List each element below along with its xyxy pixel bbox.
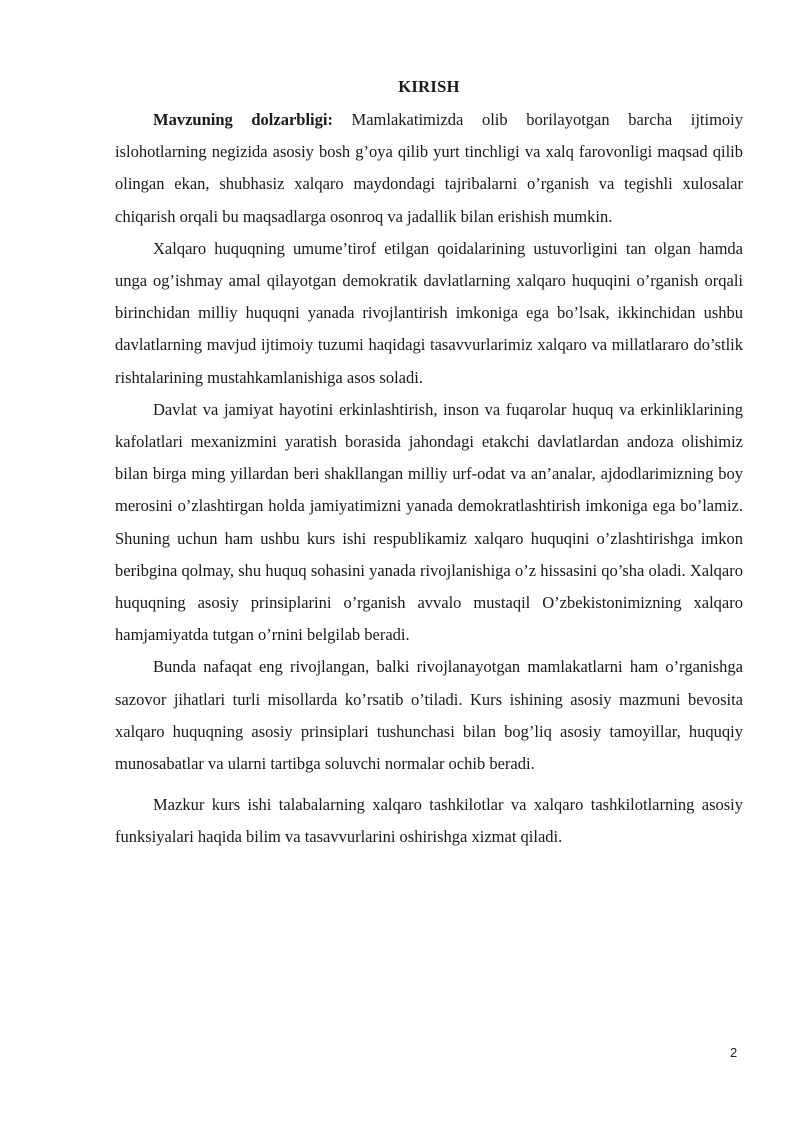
document-body: [115, 104, 743, 854]
paragraph-democratization: Davlat va jamiyat hayotini erkinlashtirish, inson va fuqarolar huquq va erkinliklarining kafolatlari mexanizmini yaratish borasida jahondagi etakchi davlatlardan andoza olishimiz bilan birga ming yillardan beri shakllangan milliy urf-odat va an’analar, ajdodlarimizning boy merosini o’zlashtirgan holda jamiyatimizni yanada demokratlashtirish imkoniga ega bo’lamiz. Shuning uchun ham ushbu kurs ishi respublikamiz xalqaro huquqini o’zlashtirishga imkon beribgina qolmay, shu huquq sohasini yanada rivojlanishiga o’z hissasini qo’sha oladi. Xalqaro huquqning asosiy prinsiplarini o’rganish avvalo mustaqil O’zbekistonimizning xalqaro hamjamiyatda tutgan o’rnini belgilab beradi.: [115, 399, 743, 645]
paragraph-relevance: [115, 104, 743, 233]
page-title: KIRISH: [398, 77, 460, 96]
paragraph-course-content: Bunda nafaqat eng rivojlangan, balki rivojlanayotgan mamlakatlarni ham o’rganishga sazovor jihatlari turli misollarda ko’rsatib o’tiladi. Kurs ishining asosiy mazmuni bevosita xalqaro huquqning asosiy prinsiplari tushunchasi bilan bog’liq asosiy tamoyillar, huquqiy munosabatlar va ularni tartibga soluvchi normalar ochib beradi.: [115, 657, 743, 774]
paragraph-course-purpose: Mazkur kurs ishi talabalarning xalqaro tashkilotlar va xalqaro tashkilotlarning asosiy funksiyalari haqida bilim va tasavvurlarini oshirishga xizmat qiladi.: [115, 795, 743, 847]
paragraph-lead: Mavzuning dolzarbligi:: [153, 110, 333, 129]
paragraph-text: Mamlakatimizda olib borilayotgan barcha ijtimoiy islohotlarning negizida asosiy bosh g’oya qilib yurt tinchligi va xalq farovonligi maqsad qilib olingan ekan, shubhasiz xalqaro maydondagi tajribalarni o’rganish va tegishli xulosalar chiqarish orqali bu maqsadlarga osonroq va jadallik bilan erishish mumkin.: [115, 110, 744, 226]
page-number: 2: [730, 1045, 738, 1060]
paragraph-international-law: Xalqaro huquqning umume’tirof etilgan qoidalarining ustuvorligini tan olgan hamda unga og’ishmay amal qilayotgan demokratik davlatlarning xalqaro huquqini o’rganish orqali birinchidan milliy huquqni yanada rivojlantirish imkoniga ega bo’lsak, ikkinchidan ushbu davlatlarning mavjud ijtimoiy tuzumi haqidagi tasavvurlarimiz xalqaro va millatlararo do’stlik rishtalarining mustahkamlanishiga asos soladi.: [115, 238, 743, 387]
